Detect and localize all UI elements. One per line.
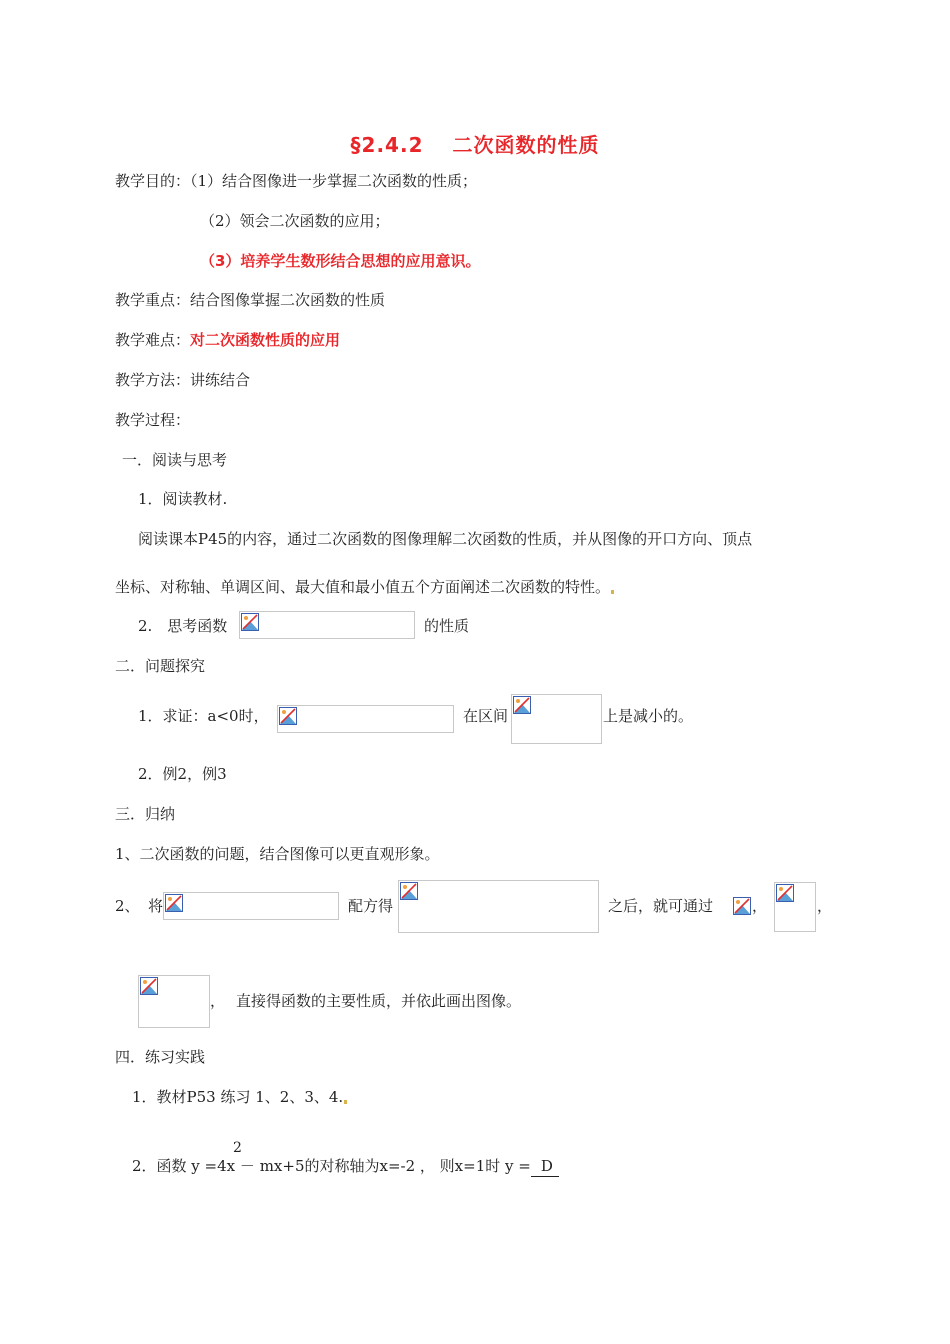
difficulty-row bbox=[115, 330, 340, 350]
broken-image-icon bbox=[513, 696, 531, 714]
section3-item2-b: 配方得 bbox=[348, 897, 394, 915]
section1-para-line2 bbox=[115, 577, 615, 597]
broken-image-icon bbox=[241, 613, 259, 631]
section4-item2-prefix: 2．函数 y =4x bbox=[132, 1157, 236, 1175]
section2-item1-suffix: 上是减小的。 bbox=[603, 707, 694, 725]
section1-item2-prefix: 2. 思考函数 bbox=[138, 617, 228, 635]
broken-image-icon bbox=[140, 977, 158, 995]
section4-item1-row bbox=[132, 1087, 348, 1107]
formula-image-general-form bbox=[163, 892, 339, 920]
section1-para-line2-text: 坐标、对称轴、单调区间、最大值和最小值五个方面阐述二次函数的特性。 bbox=[115, 578, 611, 596]
method-text: 讲练结合 bbox=[190, 371, 251, 389]
exponent-2: 2 bbox=[233, 1140, 242, 1156]
marker-dot bbox=[611, 590, 614, 594]
section3-item2-a: 将 bbox=[148, 897, 164, 915]
section4-item1: 1．教材P53 练习 1、2、3、4. bbox=[132, 1088, 344, 1106]
section1-para-line1: 阅读课本P45的内容，通过二次函数的图像理解二次函数的性质，并从图像的开口方向、顶点 bbox=[138, 530, 753, 548]
objectives-row-1 bbox=[115, 171, 477, 191]
broken-image-icon bbox=[165, 894, 183, 912]
section4-item2-row bbox=[132, 1156, 559, 1177]
key-point-text: 结合图像掌握二次函数的性质 bbox=[190, 291, 386, 309]
section2-heading: 二．问题探究 bbox=[115, 657, 206, 675]
formula-image-f bbox=[277, 705, 454, 733]
answer-blank: D bbox=[531, 1156, 559, 1177]
section3-item2-c: 之后，就可通过 bbox=[608, 897, 714, 915]
comma-2: ， bbox=[817, 897, 833, 915]
lesson-title: §2.4.2 二次函数的性质 bbox=[350, 133, 600, 157]
section1-item2-suffix: 的性质 bbox=[424, 617, 470, 635]
key-point-row bbox=[115, 290, 385, 310]
section4-item2-mid: － mx+5的对称轴为x=-2 ， 则x=1时 y = bbox=[239, 1157, 531, 1175]
objective-3: （3）培养学生数形结合思想的应用意识。 bbox=[200, 252, 481, 270]
section2-item1-mid: 在区间 bbox=[463, 707, 509, 725]
difficulty-label: 教学难点： bbox=[115, 331, 191, 349]
broken-image-icon bbox=[279, 707, 297, 725]
broken-image-icon bbox=[776, 884, 794, 902]
method-row bbox=[115, 370, 250, 390]
comma-3: ， bbox=[210, 992, 226, 1010]
section4-heading: 四．练习实践 bbox=[115, 1048, 206, 1066]
section3-item2-num: 2、 bbox=[115, 897, 140, 915]
formula-image-a bbox=[733, 897, 751, 915]
broken-image-icon bbox=[733, 897, 751, 915]
method-label: 教学方法： bbox=[115, 371, 191, 389]
section1-heading: 一．阅读与思考 bbox=[122, 451, 228, 469]
section3-item2-d: 直接得函数的主要性质，并依此画出图像。 bbox=[236, 992, 522, 1010]
marker-dot bbox=[344, 1100, 347, 1104]
section2-item2: 2．例2，例3 bbox=[138, 765, 227, 783]
formula-image-interval bbox=[511, 694, 602, 744]
comma-1: ， bbox=[752, 897, 768, 915]
section3-heading: 三．归纳 bbox=[115, 805, 176, 823]
section3-item1: 1、二次函数的问题，结合图像可以更直观形象。 bbox=[115, 845, 440, 863]
section1-item1: 1．阅读教材. bbox=[138, 490, 228, 508]
formula-image-vertex-form bbox=[398, 880, 599, 933]
formula-image-axis bbox=[774, 882, 816, 932]
objective-1: （1）结合图像进一步掌握二次函数的性质； bbox=[190, 172, 478, 190]
difficulty-text: 对二次函数性质的应用 bbox=[190, 331, 341, 349]
objectives-label: 教学目的： bbox=[115, 172, 191, 190]
objective-2: （2）领会二次函数的应用； bbox=[200, 212, 390, 230]
section2-item1-prefix: 1．求证：a<0时， bbox=[138, 707, 269, 725]
formula-image-function bbox=[239, 611, 415, 639]
process-label: 教学过程： bbox=[115, 411, 191, 429]
key-point-label: 教学重点： bbox=[115, 291, 191, 309]
formula-image-extreme bbox=[138, 975, 210, 1028]
broken-image-icon bbox=[400, 882, 418, 900]
